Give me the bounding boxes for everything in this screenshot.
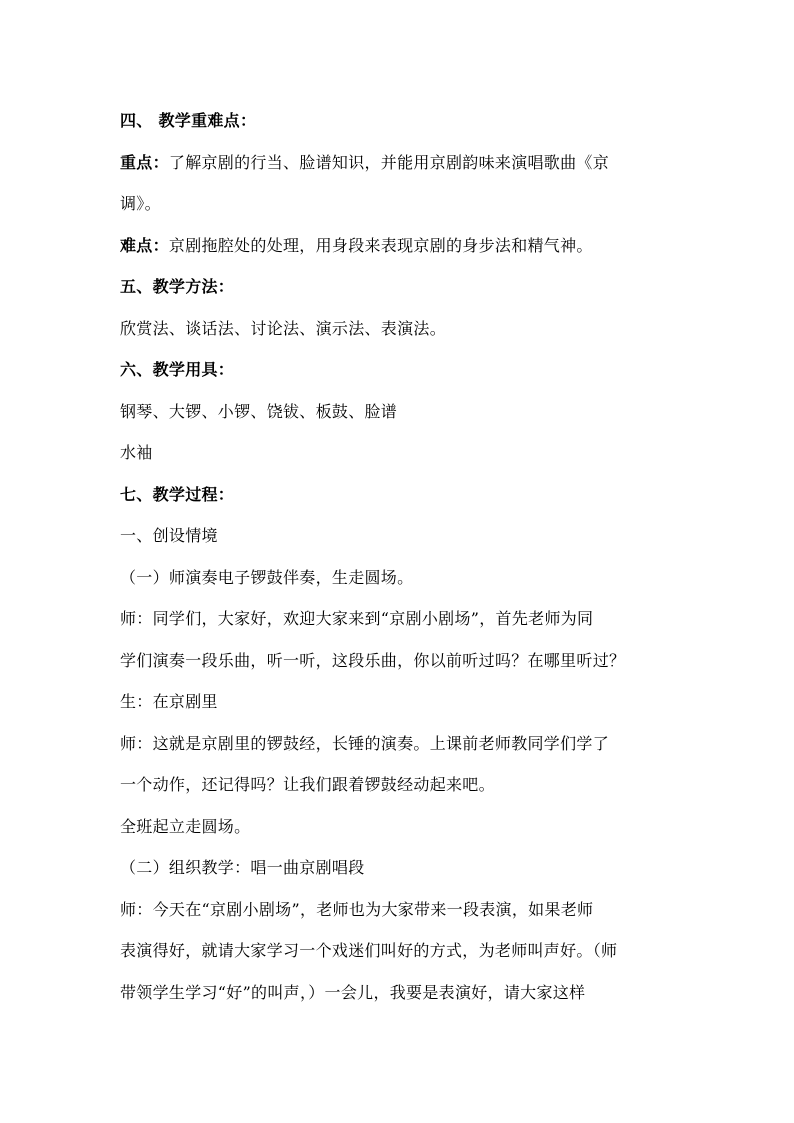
teacher-dialogue-3-line-2: 表演得好，就请大家学习一个戏迷们叫好的方式，为老师叫声好。（师 [120, 941, 618, 960]
methods-text: 欣赏法、谈话法、讨论法、演示法、表演法。 [120, 318, 447, 338]
key-point-text: 了解京剧的行当、脸谱知识，并能用京剧韵味来演唱歌曲《京 [168, 152, 610, 172]
teacher-dialogue-3-line-3: 带领学生学习“好”的叫声，）一会儿，我要是表演好，请大家这样 [120, 982, 586, 1002]
teacher-dialogue-2-line-2: 一个动作，还记得吗？让我们跟着锣鼓经动起来吧。 [120, 775, 495, 794]
student-response: 生：在京剧里 [120, 692, 218, 711]
process-substep-2: （二）组织教学：唱一曲京剧唱段 [120, 858, 365, 877]
key-point-line-2: 调》。 [120, 194, 161, 213]
section-heading-process: 七、教学过程： [120, 484, 235, 504]
difficult-point-text: 京剧拖腔处的处理，用身段来表现京剧的身步法和精气神。 [168, 235, 593, 255]
section-heading-key-points: 四、 教学重难点： [120, 111, 257, 130]
difficult-point-label: 难点： [120, 235, 169, 255]
teacher-dialogue-1-line-2: 学们演奏一段乐曲，听一听，这段乐曲，你以前听过吗？在哪里听过？ [120, 650, 626, 670]
key-point-line-1 [120, 142, 680, 184]
teacher-dialogue-1-line-1: 师：同学们，大家好，欢迎大家来到“京剧小剧场”，首先老师为同 [120, 609, 594, 628]
section-heading-tools: 六、教学用具： [120, 360, 235, 379]
section-heading-methods: 五、教学方法： [120, 277, 235, 296]
tools-text-line-1: 钢琴、大锣、小锣、饶钹、板鼓、脸谱 [120, 401, 398, 421]
process-substep-1: （一）师演奏电子锣鼓伴奏，生走圆场。 [120, 567, 414, 587]
teacher-dialogue-3-line-1: 师：今天在“京剧小剧场”，老师也为大家带来一段表演，如果老师 [120, 899, 594, 919]
class-activity: 全班起立走圆场。 [120, 816, 251, 836]
teacher-dialogue-2-line-1: 师：这就是京剧里的锣鼓经，长锤的演奏。上课前老师教同学们学了 [120, 733, 610, 753]
tools-text-line-2: 水袖 [120, 443, 153, 462]
process-step-1: 一、创设情境 [120, 526, 218, 545]
difficult-point-line [120, 225, 680, 267]
document-body [120, 100, 680, 1013]
key-point-label: 重点： [120, 152, 169, 172]
